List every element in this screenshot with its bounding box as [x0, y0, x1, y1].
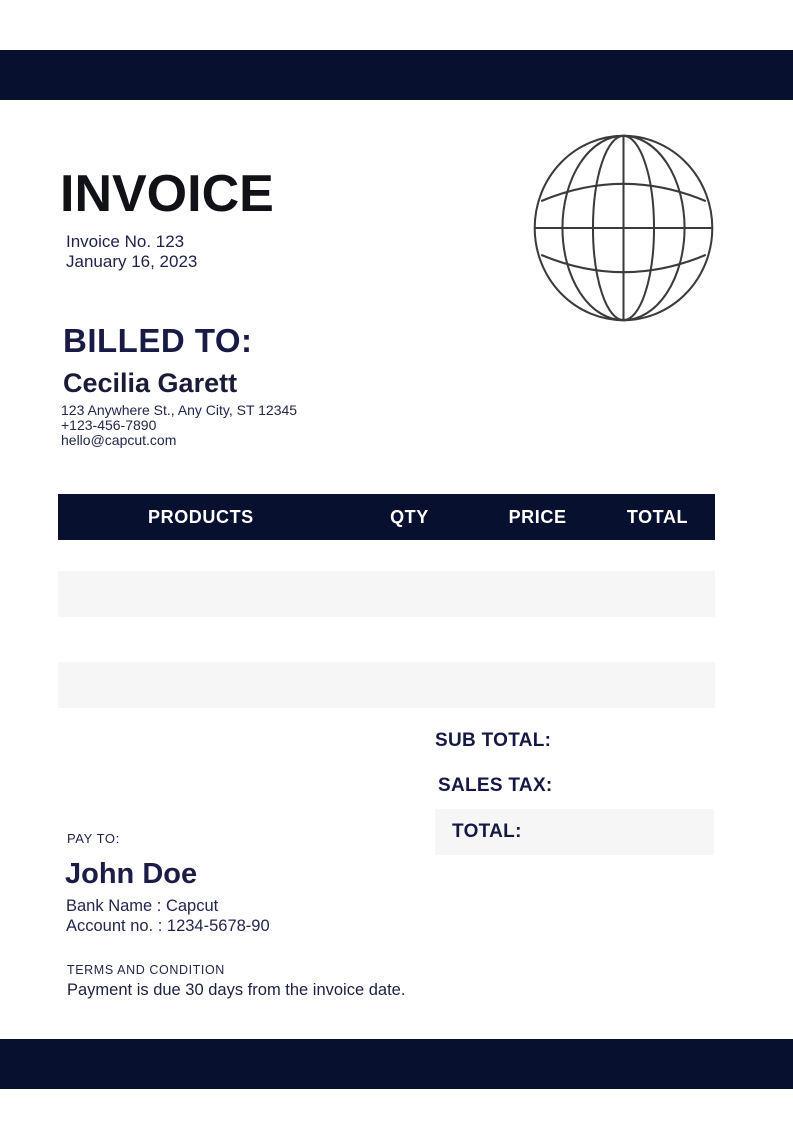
pay-to-details — [66, 896, 270, 936]
invoice-meta — [66, 232, 197, 272]
billed-to-name: Cecilia Garett — [63, 368, 238, 398]
terms-text: Payment is due 30 days from the invoice date. — [67, 981, 406, 999]
pay-to-bank: Bank Name : Capcut — [66, 897, 219, 915]
column-header-total: TOTAL — [626, 506, 689, 527]
bottom-accent-bar — [0, 1039, 793, 1089]
globe-icon — [531, 132, 716, 329]
billed-to-email: hello@capcut.com — [61, 432, 177, 448]
pay-to-account: Account no. : 1234-5678-90 — [66, 917, 270, 935]
column-header-products: PRODUCTS — [147, 506, 254, 527]
top-accent-bar — [0, 50, 793, 100]
billed-to-heading: BILLED TO: — [63, 322, 253, 359]
column-header-price: PRICE — [508, 506, 567, 527]
column-header-qty: QTY — [390, 506, 429, 527]
billed-to-phone: +123-456-7890 — [61, 417, 157, 433]
billed-to-street: 123 Anywhere St., Any City, ST 12345 — [61, 402, 298, 418]
sub-total-label: SUB TOTAL: — [435, 730, 552, 751]
terms-heading: TERMS AND CONDITION — [67, 963, 225, 977]
page-title: INVOICE — [60, 165, 274, 223]
sales-tax-label: SALES TAX: — [438, 775, 553, 796]
table-row — [58, 662, 715, 708]
invoice-number: Invoice No. 123 — [66, 232, 185, 251]
table-row — [58, 571, 715, 617]
total-label: TOTAL: — [452, 821, 522, 842]
total-box — [435, 809, 714, 855]
items-table-header — [58, 494, 715, 540]
pay-to-name: John Doe — [65, 858, 198, 890]
invoice-date: January 16, 2023 — [66, 252, 198, 271]
pay-to-heading: PAY TO: — [67, 831, 120, 846]
billed-to-address-block — [61, 403, 297, 448]
